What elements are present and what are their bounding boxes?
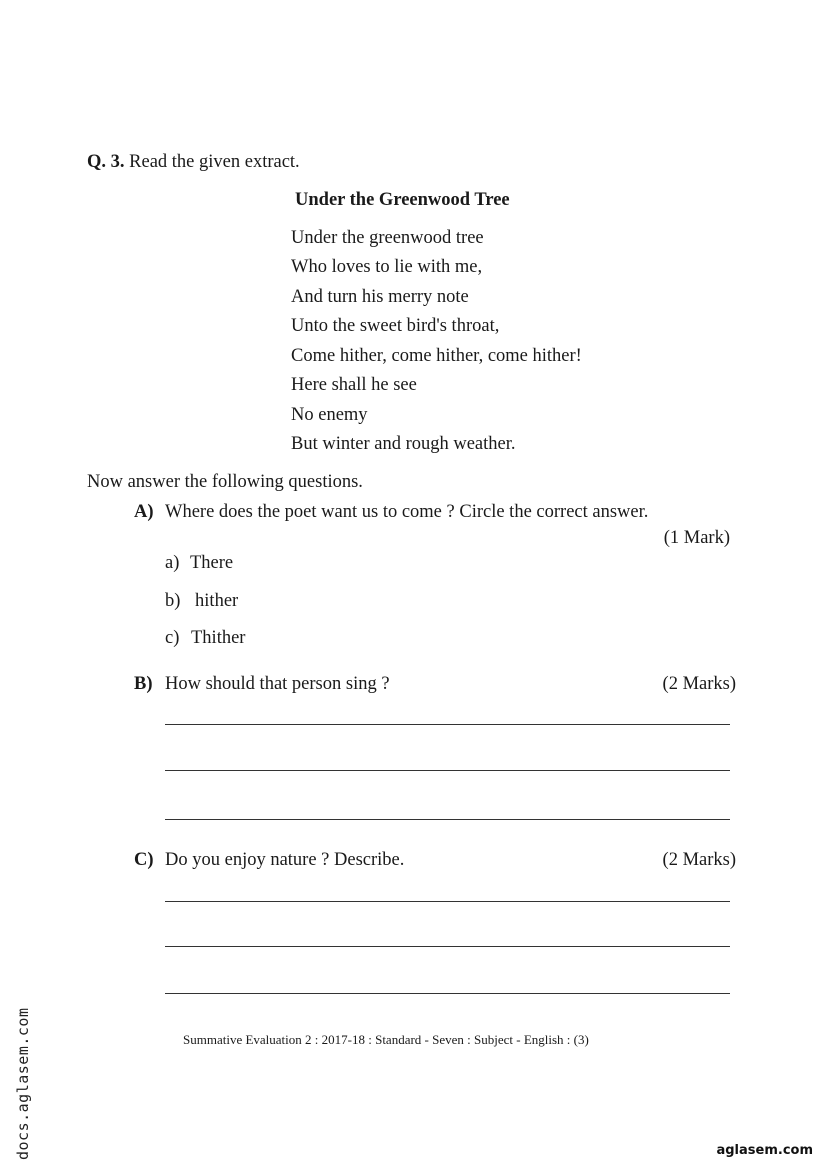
subquestion-label: C) xyxy=(134,850,154,870)
marks-label: (1 Mark) xyxy=(663,528,730,548)
subquestion-text: How should that person sing ? xyxy=(165,674,390,694)
answer-line[interactable] xyxy=(165,724,730,725)
answer-line[interactable] xyxy=(165,946,730,947)
poem-line: Under the greenwood tree xyxy=(291,228,484,248)
option-text: There xyxy=(190,553,234,573)
brand-label[interactable]: aglasem.com xyxy=(716,1143,813,1158)
poem-title: Under the Greenwood Tree xyxy=(295,190,510,210)
question-number: Q. 3. xyxy=(87,152,125,172)
option-key: a) xyxy=(165,553,180,573)
option-text: Thither xyxy=(191,628,246,648)
page-footer: Summative Evaluation 2 : 2017-18 : Standard - Seven : Subject - English : (3) xyxy=(183,1032,589,1047)
option-key: b) xyxy=(165,591,181,611)
question-instruction: Read the given extract. xyxy=(129,152,300,172)
option-a[interactable] xyxy=(165,552,233,574)
option-b[interactable] xyxy=(165,590,238,612)
poem-line: Come hither, come hither, come hither! xyxy=(291,346,582,366)
answer-prompt: Now answer the following questions. xyxy=(87,472,363,492)
option-c[interactable] xyxy=(165,627,245,649)
poem-line: Unto the sweet bird's throat, xyxy=(291,316,500,336)
subquestion-text: Do you enjoy nature ? Describe. xyxy=(165,850,405,870)
subquestion-label: A) xyxy=(134,502,154,522)
option-key: c) xyxy=(165,628,180,648)
answer-line[interactable] xyxy=(165,819,730,820)
answer-line[interactable] xyxy=(165,770,730,771)
poem-line: Who loves to lie with me, xyxy=(291,257,483,277)
option-text: hither xyxy=(195,591,239,611)
poem-line: But winter and rough weather. xyxy=(291,434,516,454)
poem-line: No enemy xyxy=(291,405,368,425)
answer-line[interactable] xyxy=(165,993,730,994)
marks-label: (2 Marks) xyxy=(662,850,736,870)
subquestion-text: Where does the poet want us to come ? Circle the correct answer. xyxy=(165,502,649,522)
question-header xyxy=(87,151,300,173)
side-watermark: docs.aglasem.com xyxy=(14,1007,32,1160)
subquestion-label: B) xyxy=(134,674,153,694)
answer-line[interactable] xyxy=(165,901,730,902)
marks-label: (2 Marks) xyxy=(662,674,736,694)
poem-line: Here shall he see xyxy=(291,375,417,395)
poem-line: And turn his merry note xyxy=(291,287,469,307)
